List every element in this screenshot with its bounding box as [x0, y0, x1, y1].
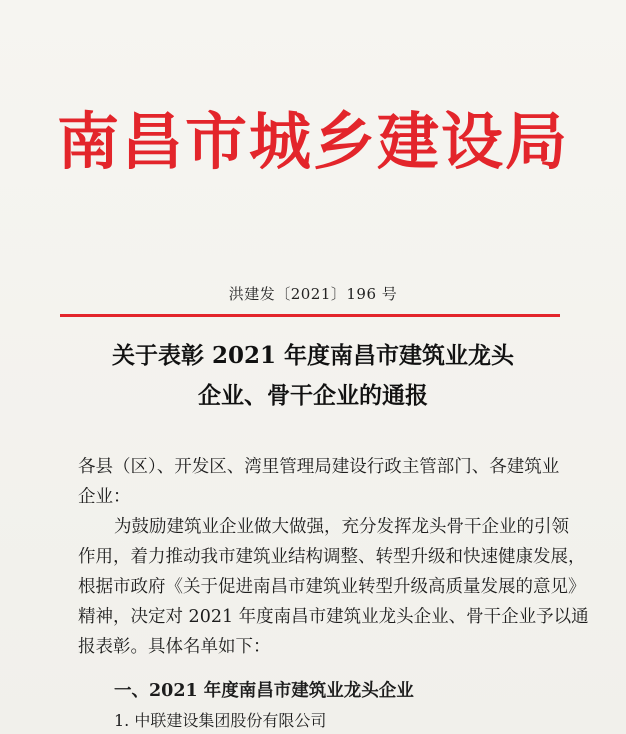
paragraph-line-2: 作用，着力推动我市建筑业结构调整、转型升级和快速健康发展，	[78, 547, 586, 567]
paragraph-line-3: 根据市政府《关于促进南昌市建筑业转型升级高质量发展的意见》	[78, 577, 586, 597]
addressee-line-1: 各县（区）、开发区、湾里管理局建设行政主管部门、各建筑业	[78, 457, 560, 477]
red-divider-rule	[60, 314, 560, 317]
issuing-authority-title: 南昌市城乡建设局	[56, 105, 569, 178]
notice-body	[78, 452, 589, 662]
notice-title-line-2: 企业、骨干企业的通报	[198, 382, 428, 409]
paragraph-line-5: 报表彰。具体名单如下：	[78, 637, 271, 657]
section-heading: 一、2021 年度南昌市建筑业龙头企业	[114, 681, 414, 701]
notice-title-line-1: 关于表彰 2021 年度南昌市建筑业龙头	[111, 342, 515, 369]
list-item: 1. 中联建设集团股份有限公司	[114, 711, 327, 730]
paragraph-line-1: 为鼓励建筑业企业做大做强，充分发挥龙头骨干企业的引领	[114, 517, 569, 537]
addressee-line-2: 企业：	[78, 487, 131, 507]
paragraph-line-4: 精神，决定对 2021 年度南昌市建筑业龙头企业、骨干企业予以通	[78, 607, 589, 627]
document-number: 洪建发〔2021〕196 号	[228, 285, 398, 303]
notice-title	[0, 336, 626, 416]
